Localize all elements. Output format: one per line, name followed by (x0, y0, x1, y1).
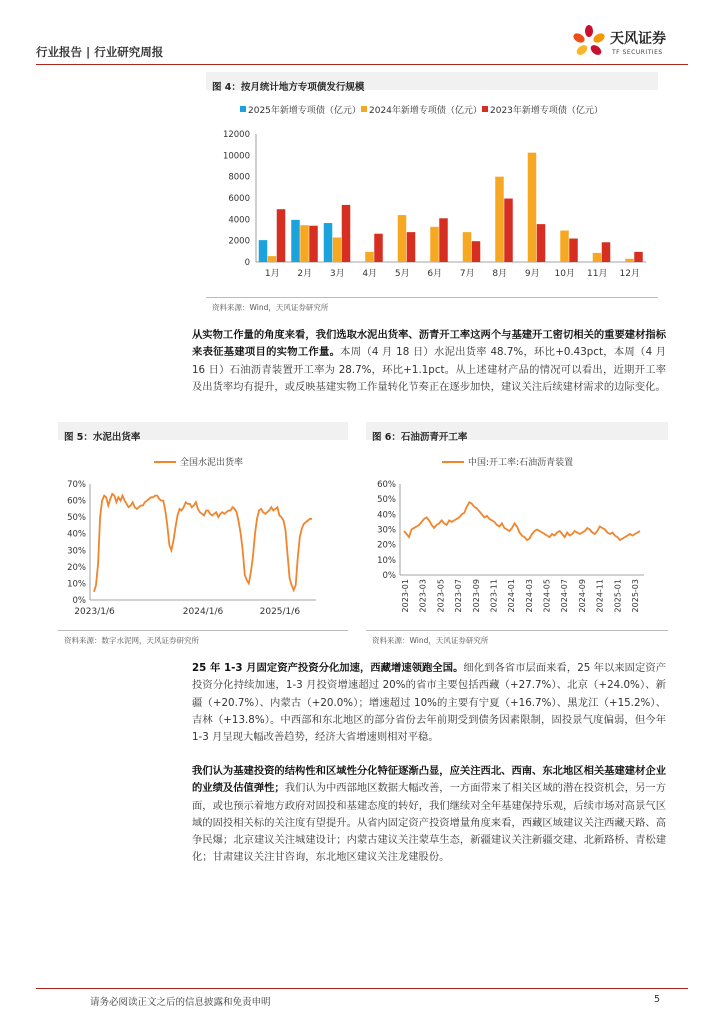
figure6-chart (366, 446, 668, 630)
figure4-title: 图 4：按月统计地方专项债发行规模 (212, 82, 365, 93)
x-tick-label: 4月 (362, 269, 378, 279)
figure5-title-bar (58, 422, 348, 443)
bar-8月-1 (495, 177, 504, 262)
bar-4月-1 (365, 252, 374, 262)
paragraph-1-body: 本周（4 月 18 日）水泥出货率 48.7%，环比+0.43pct，本周（4 月 16 日）石油沥青装置开工率为 28.7%，环比+1.1pct。从上述建材产品的情况可以看出，近期开工率及出货率均有提升，或反映基建实物工作量转化节奏正在逐步加快，建议关注后续建材需求的边际变化。 (192, 346, 666, 393)
figure4-title-bar (206, 72, 658, 93)
y-tick-label: 0% (382, 571, 396, 581)
bar-2月-2 (309, 226, 318, 262)
bar-5月-1 (398, 215, 407, 262)
x-tick-label: 2024-07 (560, 579, 570, 613)
logo-text-cn: 天风证券 (610, 31, 666, 47)
y-tick-label: 6000 (228, 194, 250, 204)
legend-swatch-1 (361, 106, 367, 112)
bar-2月-0 (291, 220, 300, 262)
y-tick-label: 10% (377, 555, 396, 566)
series-line (404, 502, 640, 540)
y-tick-label: 40% (377, 510, 396, 521)
bar-9月-1 (528, 153, 537, 262)
y-tick-label: 50% (67, 513, 86, 524)
x-tick-label: 2025-01 (613, 579, 623, 613)
bar-11月-1 (593, 253, 602, 262)
x-tick-label: 2023-03 (418, 579, 428, 613)
x-tick-label: 7月 (459, 269, 475, 279)
bar-11月-2 (602, 242, 611, 262)
bar-12月-2 (634, 252, 643, 262)
figure4-divider (206, 297, 658, 298)
x-tick-label: 2023-01 (401, 579, 410, 613)
figure6-title-bar (366, 422, 668, 443)
bar-10月-2 (569, 239, 578, 262)
figure5-source: 资料来源：数字水泥网，天风证券研究所 (64, 636, 199, 645)
x-tick-label: 10月 (554, 269, 575, 279)
bar-2月-1 (300, 225, 309, 262)
y-tick-label: 10% (67, 579, 86, 590)
bar-9月-2 (537, 224, 546, 262)
figure4-source: 资料来源：Wind，天风证券研究所 (212, 303, 329, 312)
y-tick-label: 20% (67, 562, 86, 573)
bar-10月-1 (560, 231, 569, 262)
x-tick-label: 6月 (427, 269, 443, 279)
bar-1月-0 (259, 240, 268, 262)
legend-label-0: 2025年新增专项债（亿元） (248, 106, 361, 116)
y-tick-label: 20% (377, 540, 396, 551)
paragraph-2-lead: 25 年 1-3 月固定资产投资分化加速，西藏增速领跑全国。 (192, 662, 464, 674)
footer-divider (36, 988, 688, 989)
x-tick-label: 2月 (297, 269, 313, 279)
x-tick-label: 11月 (587, 269, 608, 279)
paragraph-3 (192, 763, 666, 867)
figure5-title: 图 5：水泥出货率 (64, 432, 141, 443)
company-logo (570, 22, 700, 62)
paragraph-1-lead: 从实物工作量的角度来看，我们选取水泥出货率、沥青开工率这两个与基建开工密切相关的重要建材指标来表征基建项目的实物工作量。 (192, 329, 666, 359)
x-tick-label: 2023-11 (489, 579, 499, 613)
bar-1月-2 (277, 209, 286, 262)
page-number: 5 (654, 994, 661, 1005)
paragraph-1 (192, 327, 666, 396)
bar-12月-1 (625, 259, 634, 262)
x-tick-label: 2023-09 (471, 579, 481, 613)
y-tick-label: 12000 (222, 130, 250, 140)
x-tick-label: 12月 (619, 269, 640, 279)
x-tick-label: 2024-03 (524, 579, 534, 613)
x-tick-label: 2023-05 (436, 579, 446, 613)
x-tick-label: 2025-03 (631, 579, 640, 613)
y-tick-label: 2000 (228, 236, 250, 247)
x-tick-label: 2023/1/6 (74, 607, 115, 617)
figure6-divider (366, 630, 668, 631)
paragraph-3-body: 我们认为中西部地区数据大幅改善，一方面带来了相关区域的潜在投资机会，另一方面，或也预示着地方政府对固投和基建态度的转好，我们继续对全年基建保持乐观，后续市场对高景气区域的固投相关标的关注度有望提升。从省内固定资产投资增量角度来看，西藏区域建议关注西藏天路、高争民爆；北京建议关注城建设计；内蒙古建议关注蒙草生态，新疆建议关注新疆交建、北新路桥、青松建化；甘肃建议关注甘咨询，东北地区建议关注龙建股份。 (192, 782, 666, 864)
legend-label-2: 2023年新增专项债（亿元） (490, 106, 603, 116)
paragraph-2-body: 细化到各省市层面来看，25 年以来固定资产投资分化持续加速，1-3 月投资增速超过 20%的省市主要包括西藏（+27.7%）、北京（+24.0%）、新疆（+20.7%）、内蒙古（+20.0%）；增速超过 10%的主要有宁夏（+16.7%）、黑龙江（+15.2%）、吉林（+13.8%）。中西部和东北地区的部分省份去年前期受到债务因素限制，固投景气度偏弱，但今年 1-3 月呈现大幅改善趋势，经济大省增速则相对平稳。 (192, 662, 667, 744)
bar-3月-1 (333, 237, 342, 262)
x-tick-label: 2024-09 (577, 579, 587, 613)
y-tick-label: 10000 (222, 151, 250, 162)
y-tick-label: 50% (377, 495, 396, 506)
x-tick-label: 3月 (329, 269, 345, 279)
paragraph-2 (192, 660, 666, 746)
figure6-title: 图 6：石油沥青开工率 (372, 432, 468, 443)
logo-text-en: TF SECURITIES (612, 49, 663, 56)
y-tick-label: 60% (67, 496, 86, 507)
figure6-source: 资料来源：Wind，天风证券研究所 (372, 636, 489, 645)
footer-disclaimer: 请务必阅读正文之后的信息披露和免责申明 (90, 997, 271, 1008)
bar-1月-1 (268, 256, 277, 262)
x-tick-label: 5月 (394, 269, 410, 279)
y-tick-label: 70% (67, 480, 86, 490)
y-tick-label: 30% (67, 546, 86, 557)
x-tick-label: 9月 (524, 269, 540, 279)
y-tick-label: 30% (377, 525, 396, 536)
x-tick-label: 1月 (264, 269, 280, 279)
legend-label: 全国水泥出货率 (180, 458, 244, 468)
bar-3月-0 (324, 223, 333, 262)
x-tick-label: 2024-11 (595, 579, 605, 613)
legend-swatch-0 (240, 106, 246, 112)
bar-7月-2 (472, 241, 481, 262)
x-tick-label: 8月 (492, 269, 508, 279)
legend-label-1: 2024年新增专项债（亿元） (369, 106, 482, 116)
figure4-chart (206, 96, 658, 296)
x-tick-label: 2024/1/6 (182, 607, 224, 617)
y-tick-label: 40% (67, 529, 86, 540)
bar-8月-2 (504, 199, 513, 262)
legend-label: 中国:开工率:石油沥青装置 (468, 458, 574, 468)
bar-4月-2 (374, 234, 383, 262)
bar-5月-2 (407, 232, 416, 262)
bar-7月-1 (463, 232, 472, 262)
paragraph-3-lead: 我们认为基建投资的结构性和区域性分化特征逐渐凸显，应关注西北、西南、东北地区相关基建建材企业的业绩及估值弹性； (192, 765, 666, 795)
x-tick-label: 2023-07 (454, 579, 464, 613)
figure5-chart (58, 446, 348, 626)
bar-6月-2 (439, 218, 448, 262)
y-tick-label: 0% (72, 596, 86, 606)
x-tick-label: 2025/1/6 (259, 607, 301, 617)
report-category: 行业报告 | 行业研究周报 (36, 45, 164, 59)
legend-swatch-2 (482, 106, 488, 112)
y-tick-label: 8000 (228, 172, 250, 183)
series-line (94, 494, 312, 592)
bar-6月-1 (430, 227, 439, 262)
figure5-divider (58, 630, 348, 631)
header-divider (36, 64, 688, 65)
x-tick-label: 2024-05 (542, 579, 552, 613)
y-tick-label: 60% (377, 480, 396, 490)
bar-3月-2 (342, 205, 351, 262)
x-tick-label: 2024-01 (507, 579, 517, 613)
logo-flower-icon (570, 24, 608, 60)
y-tick-label: 4000 (228, 215, 250, 226)
y-tick-label: 0 (244, 258, 250, 268)
